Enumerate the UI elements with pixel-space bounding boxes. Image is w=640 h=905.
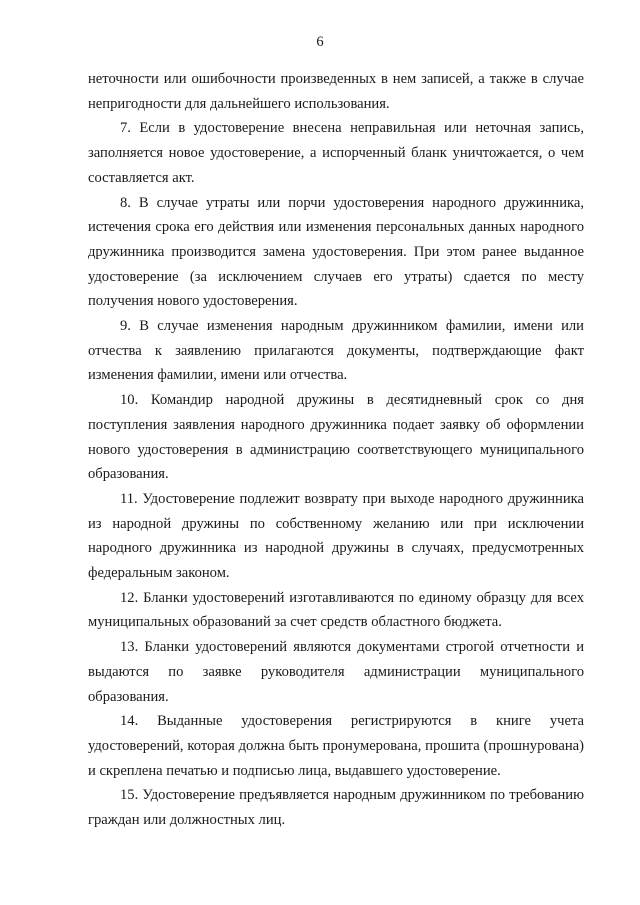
paragraph-14: 14. Выданные удостоверения регистрируются в книге учета удостоверений, которая должна быть пронумерована, прошита (прошнурована) и скреплена печатью и подписью лица, выдавшего удостоверение.	[88, 713, 584, 779]
paragraph-11: 11. Удостоверение подлежит возврату при выходе народного дружинника из народной дружины по собственному желанию или при исключении народного дружинника из народной дружины в случаях, предусмотренных федеральным законом.	[88, 490, 584, 582]
paragraph-15: 15. Удостоверение предъявляется народным дружинником по требованию граждан или должностных лиц.	[88, 787, 584, 829]
paragraph-9: 9. В случае изменения народным дружинником фамилии, имени или отчества к заявлению прилагаются документы, подтверждающие факт изменения фамилии, имени или отчества.	[88, 318, 584, 384]
paragraph-8: 8. В случае утраты или порчи удостоверения народного дружинника, истечения срока его действия или изменения персональных данных народного дружинника производится замена удостоверения. При этом ранее выданное удостоверение (за исключением случаев его утраты) сдается по месту получения нового удостоверения.	[88, 194, 584, 310]
paragraph-7: 7. Если в удостоверение внесена неправильная или неточная запись, заполняется новое удостоверение, а испорченный бланк уничтожается, о чем составляется акт.	[88, 120, 584, 186]
page-number: 6	[316, 34, 324, 50]
paragraph-10: 10. Командир народной дружины в десятидневный срок со дня поступления заявления народного дружинника подает заявку об оформлении нового удостоверения в администрацию соответствующего муниципального образования.	[88, 392, 584, 483]
paragraph-12: 12. Бланки удостоверений изготавливаются по единому образцу для всех муниципальных образований за счет средств областного бюджета.	[88, 589, 584, 631]
paragraph-continuation: неточности или ошибочности произведенных в нем записей, а также в случае непригодности для дальнейшего использования.	[88, 71, 584, 112]
paragraph-13: 13. Бланки удостоверений являются документами строгой отчетности и выдаются по заявке руководителя администрации муниципального образования.	[88, 639, 584, 705]
document-body	[88, 67, 584, 833]
